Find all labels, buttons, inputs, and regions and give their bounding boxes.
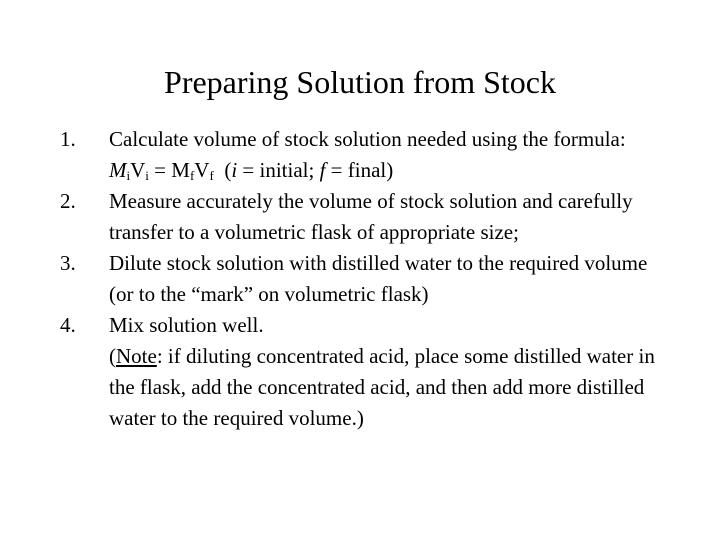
initial-definition: = initial; xyxy=(237,158,320,182)
note-label: Note xyxy=(116,344,157,368)
step-item xyxy=(0,310,669,341)
formula-v1: V xyxy=(130,158,146,182)
formula-v1-sub: i xyxy=(145,168,149,183)
step-number: 4. xyxy=(60,313,76,337)
final-definition: = final) xyxy=(325,158,394,182)
initial-letter: i xyxy=(231,158,238,182)
steps-list xyxy=(0,124,720,434)
note-open-paren: ( xyxy=(109,344,116,368)
step-item xyxy=(0,186,669,248)
step-number: 3. xyxy=(60,251,76,275)
slide-title: Preparing Solution from Stock xyxy=(164,64,556,100)
formula-v2: V xyxy=(194,158,210,182)
formula xyxy=(109,158,214,182)
step-text: Calculate volume of stock solution needed using the formula: xyxy=(109,127,626,151)
step-item xyxy=(0,124,669,186)
step-number: 1. xyxy=(60,127,76,151)
step-text: Mix solution well. xyxy=(109,313,264,337)
final-letter: f xyxy=(319,158,326,182)
step-text: Measure accurately the volume of stock solution and carefully transfer to a volumetric flask of appropriate size; xyxy=(109,189,633,244)
step-text-paren: ( xyxy=(213,158,232,182)
step-item xyxy=(0,248,669,310)
note-paragraph xyxy=(0,341,669,434)
formula-v2-sub: f xyxy=(209,168,214,183)
formula-m2: M xyxy=(171,158,190,182)
step-text: Dilute stock solution with distilled water to the required volume (or to the “mark” on volumetric flask) xyxy=(109,251,648,306)
formula-equals: = xyxy=(148,158,172,182)
formula-m2-sub: f xyxy=(189,168,195,183)
note-text: : if diluting concentrated acid, place some distilled water in the flask, add the concentrated acid, and then add more distilled water to the required volume.) xyxy=(109,344,655,430)
step-number: 2. xyxy=(60,189,76,213)
formula-m1: M xyxy=(109,158,127,182)
formula-m1-sub: i xyxy=(126,168,131,183)
